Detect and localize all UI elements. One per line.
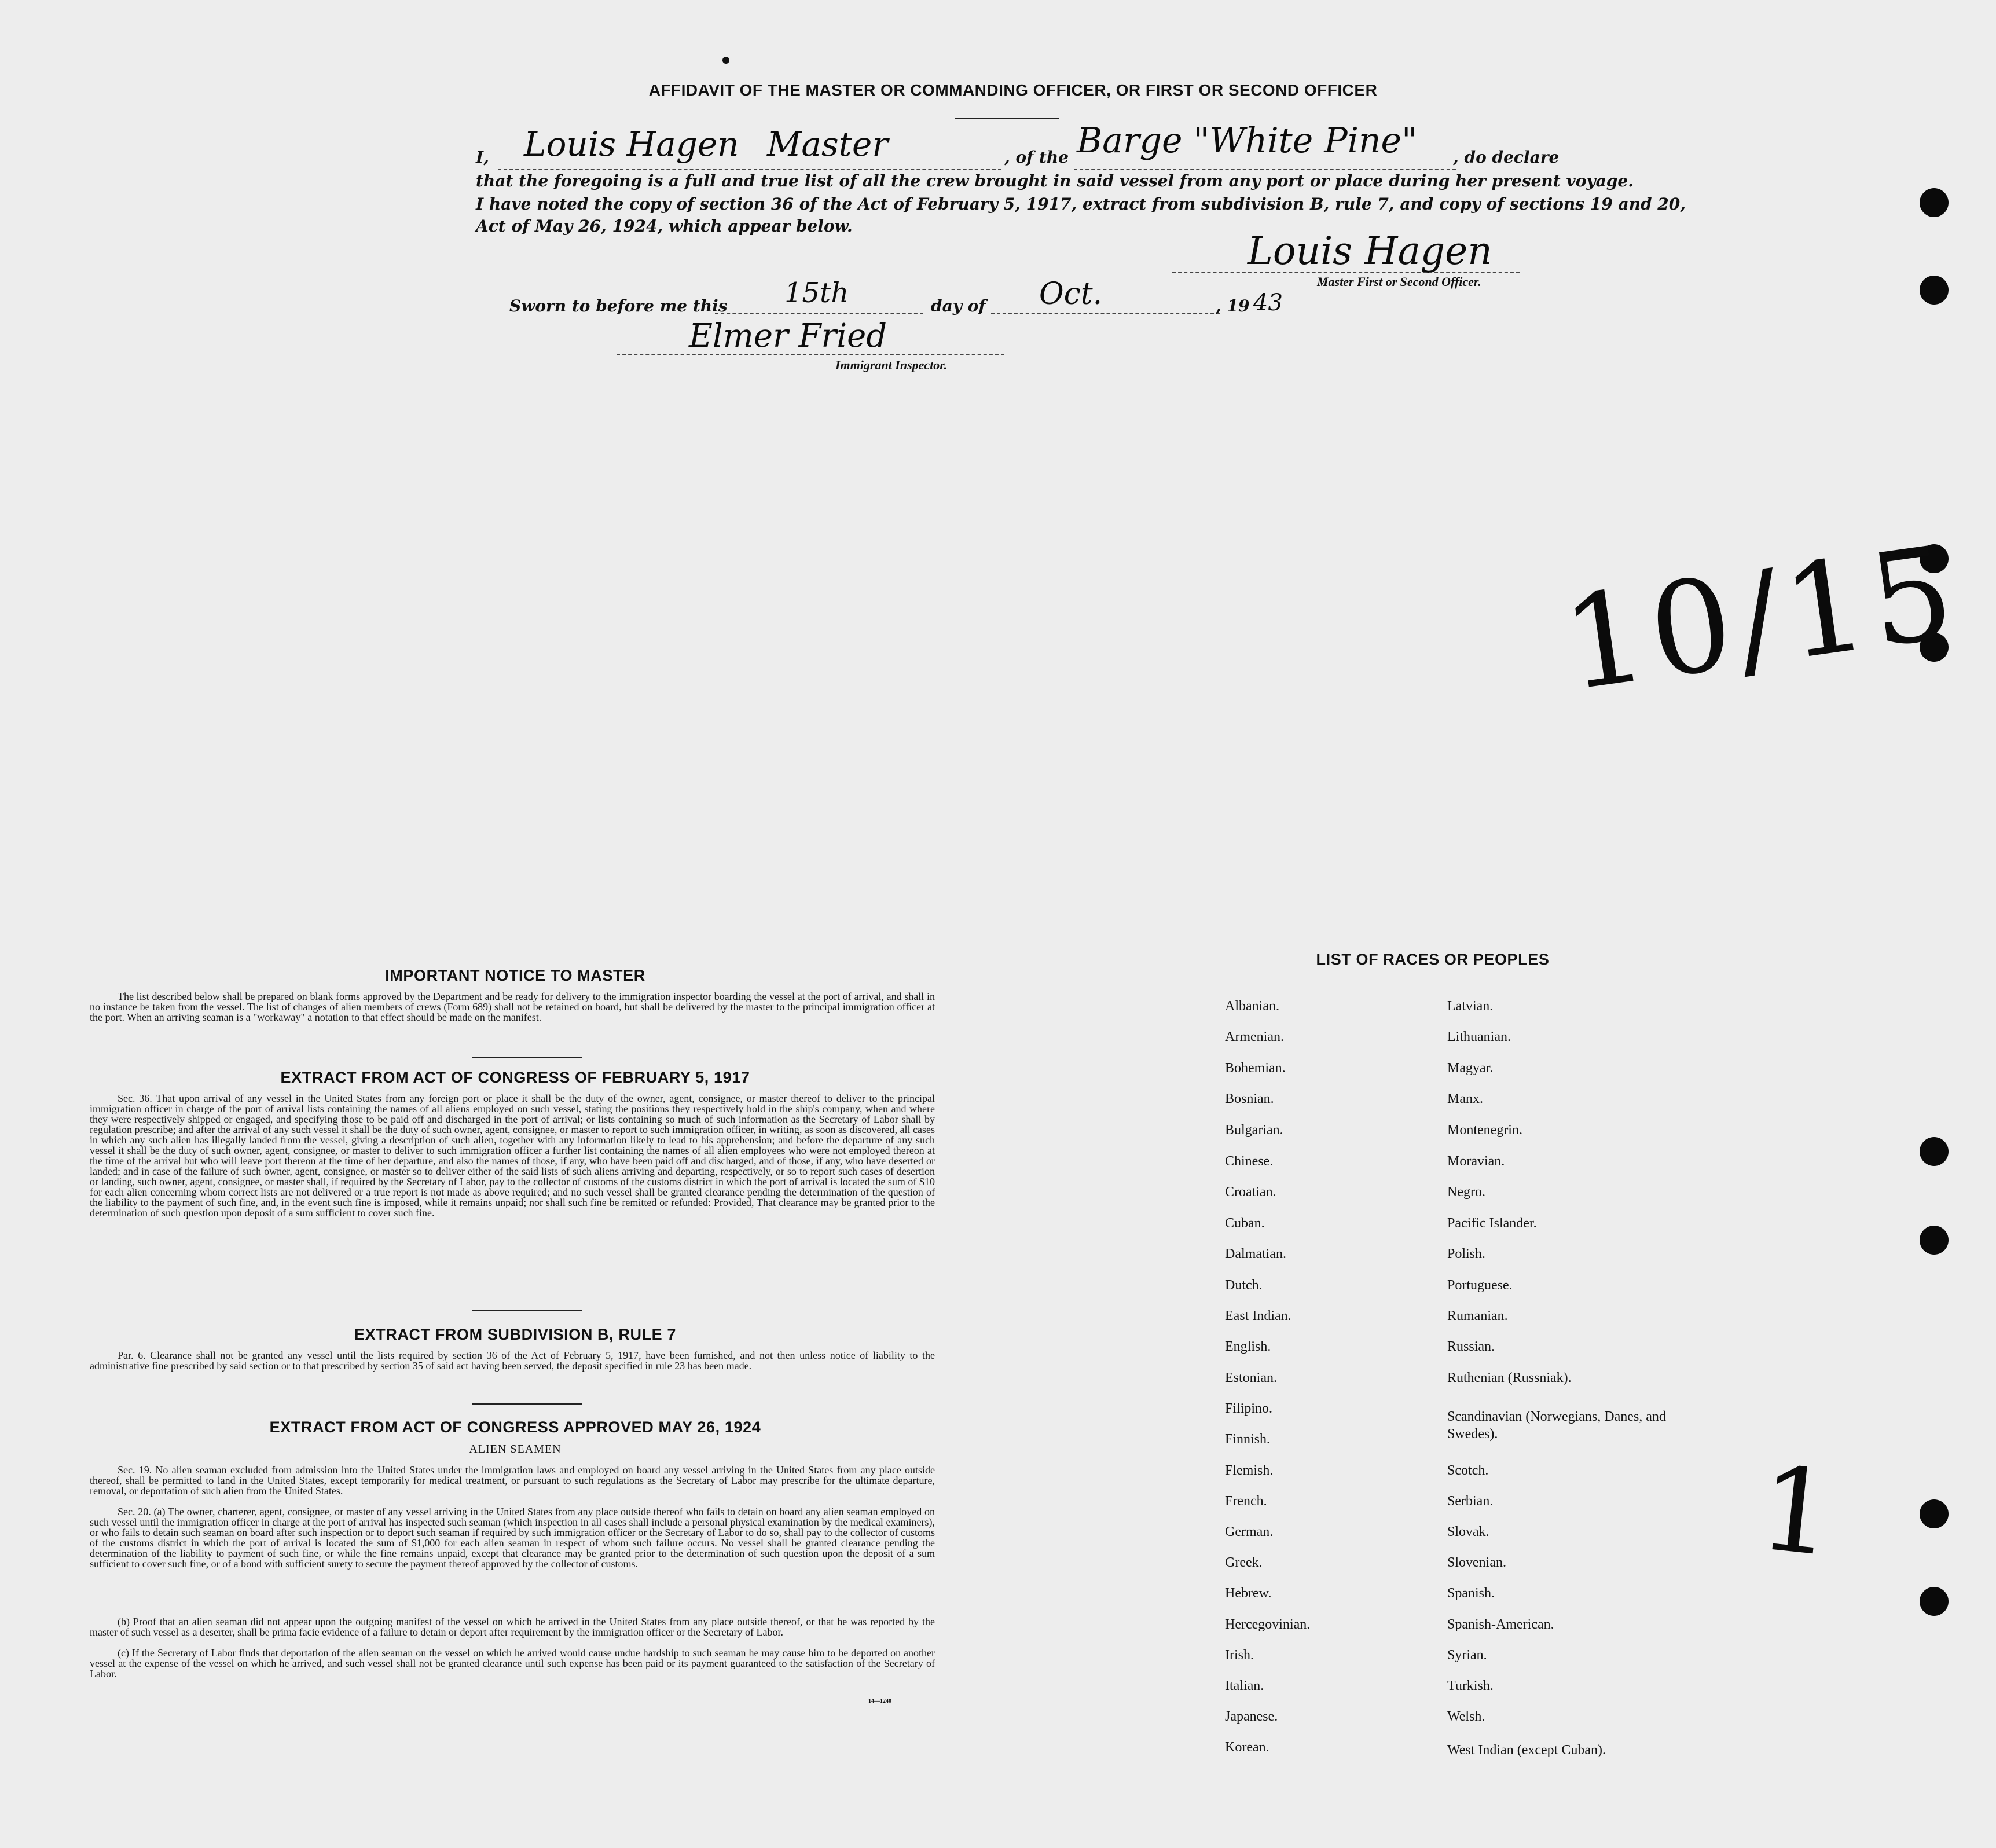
margin-count: 1: [1753, 1440, 1841, 1583]
extract-1917-title: EXTRACT FROM ACT OF CONGRESS OF FEBRUARY 5, 1917: [280, 1069, 750, 1086]
extract-1924-subtitle: ALIEN SEAMEN: [469, 1443, 562, 1455]
race-item: English.: [1225, 1339, 1271, 1354]
race-item: Scandinavian (Norwegians, Danes, and Swedes).: [1447, 1409, 1666, 1442]
race-item: Korean.: [1225, 1740, 1269, 1755]
affidavit-line-4: Act of May 26, 1924, which appear below.: [476, 217, 853, 236]
handwritten-name: Louis Hagen: [524, 124, 739, 164]
extract-1917-body: Sec. 36. That upon arrival of any vessel in the United States from any foreign port or place it shall be the duty of the owner, agent, consignee, or master thereof to deliver to the principal immigration officer in charge of the port of arrival lists containing the names of all aliens employed on such vessel, stating the positions they respectively hold in the ship's company, when and where they were respectively shipped or engaged, and specifying those to be paid off and discharged in the port of arrival; or lists containing so much of such information as the Secretary of Labor shall by regulation prescribe; and after the arrival of any such vessel it shall be the duty of such owner, agent, consignee, or master to report to such immigration officer, in writing, as soon as discovered, all cases in which any such alien has illegally landed from the vessel, giving a description of such alien, together with any information likely to lead to his apprehension; and before the departure of any such vessel it shall be the duty of such owner, agent, consignee, or master to deliver to such immigration officer a further list containing the names of all alien employees who were not employed thereon at the time of the arrival but who will leave port thereon at the time of her departure, and also the names of those, if any, who have been paid off and discharged, and of those, if any, who have deserted or landed; and in case of the failure of such owner, agent, consignee, or master so to deliver either of the said lists of such aliens arriving and departing, respectively, or so to report such cases of desertion or landing, such owner, agent, consignee, or master shall, if required by the Secretary of Labor, pay to the collector of customs of the customs district in which the port of arrival is located the sum of $10 for each alien concerning whom correct lists are not delivered or a true report is not made as above required; and no such vessel shall be granted clearance pending the determination of the question of the liability to the payment of such fine, and, in the event such fine is imposed, while it remains unpaid; nor shall such fine be remitted or refunded: Provided, That clearance may be granted prior to the determination of such question upon deposit of a sum sufficient to cover such fine.: [90, 1092, 935, 1219]
extract-1924-sec20c: (c) If the Secretary of Labor finds that deportation of the alien seaman on the vessel on which he arrived would cause undue hardship to such seaman he may cause him to be deported on another vessel at the expense of the vessel on which he arrived, and such vessel shall not be granted clearance until such expense has been paid or its payment guaranteed to the satisfaction of the Secretary of Labor.: [90, 1647, 935, 1680]
race-item: Filipino.: [1225, 1401, 1273, 1416]
section-divider: [472, 1310, 582, 1311]
race-item: Dutch.: [1225, 1278, 1263, 1293]
signature-line: [1172, 272, 1520, 273]
title-rule: [955, 118, 1059, 119]
race-item: German.: [1225, 1524, 1274, 1539]
race-item: Pacific Islander.: [1447, 1216, 1537, 1231]
name-fill-line: [498, 169, 1001, 170]
handwritten-role: Master: [767, 124, 889, 164]
form-number: 14—1240: [868, 1698, 891, 1704]
affidavit-line-2: that the foregoing is a full and true list of all the crew brought in said vessel from any port or place during her present voyage.: [476, 171, 1634, 190]
section-divider: [472, 1057, 582, 1058]
race-item: Turkish.: [1447, 1678, 1494, 1693]
signature-caption: Master First or Second Officer.: [1317, 274, 1481, 289]
handwritten-day: 15th: [784, 277, 849, 309]
race-item: West Indian (except Cuban).: [1447, 1743, 1606, 1758]
extract-rule7-title: EXTRACT FROM SUBDIVISION B, RULE 7: [354, 1326, 676, 1343]
day-fill-line: [715, 313, 923, 314]
sworn-day-of: day of: [931, 296, 986, 316]
notice-title: IMPORTANT NOTICE TO MASTER: [385, 967, 645, 984]
race-item: Lithuanian.: [1447, 1029, 1511, 1044]
race-item: Scotch.: [1447, 1463, 1489, 1478]
race-item: Bulgarian.: [1225, 1123, 1283, 1138]
race-item: Hercegovinian.: [1225, 1617, 1311, 1632]
race-item: East Indian.: [1225, 1308, 1291, 1323]
race-item: Dalmatian.: [1225, 1246, 1286, 1262]
race-item: Chinese.: [1225, 1154, 1274, 1169]
race-item: Polish.: [1447, 1246, 1486, 1262]
race-item: Slovenian.: [1447, 1555, 1506, 1570]
race-item: Manx.: [1447, 1091, 1483, 1106]
race-item: Armenian.: [1225, 1029, 1284, 1044]
race-item: Syrian.: [1447, 1648, 1487, 1663]
binder-hole: [1920, 188, 1949, 217]
race-item: Latvian.: [1447, 999, 1494, 1014]
affidavit-i: I,: [476, 148, 489, 167]
extract-1924-title: EXTRACT FROM ACT OF CONGRESS APPROVED MAY 26, 1924: [269, 1418, 761, 1436]
extract-1924-sec20b: (b) Proof that an alien seaman did not appear upon the outgoing manifest of the vessel on which he arrived in the United States from any place outside thereof, or that he was reported by the master of such vessel as a deserter, shall be prima facie evidence of a failure to detain or deport after requirement by the immigration officer or the Secretary of Labor.: [90, 1616, 935, 1638]
race-item: Magyar.: [1447, 1061, 1494, 1076]
race-item: Portuguese.: [1447, 1278, 1513, 1293]
races-title: LIST OF RACES OR PEOPLES: [1316, 951, 1550, 968]
race-item: Albanian.: [1225, 999, 1279, 1014]
race-item: Spanish-American.: [1447, 1617, 1554, 1632]
race-item: Spanish.: [1447, 1586, 1495, 1601]
race-item: Rumanian.: [1447, 1308, 1508, 1323]
race-item: Italian.: [1225, 1678, 1264, 1693]
race-item: Cuban.: [1225, 1216, 1265, 1231]
race-item: Bosnian.: [1225, 1091, 1274, 1106]
master-signature: Louis Hagen: [1248, 229, 1492, 273]
race-item: Finnish.: [1225, 1432, 1271, 1447]
affidavit-title: AFFIDAVIT OF THE MASTER OR COMMANDING OFFICER, OR FIRST OR SECOND OFFICER: [648, 81, 1378, 99]
month-fill-line: [991, 313, 1220, 314]
binder-hole: [1920, 1499, 1949, 1528]
inspector-signature: Elmer Fried: [689, 317, 887, 355]
section-divider: [472, 1403, 582, 1405]
handwritten-month: Oct.: [1039, 277, 1103, 311]
race-item: Serbian.: [1447, 1494, 1494, 1509]
race-item: Ruthenian (Russniak).: [1447, 1370, 1572, 1385]
race-item: Bohemian.: [1225, 1061, 1286, 1076]
inspector-line: [617, 354, 1004, 355]
race-item: Japanese.: [1225, 1709, 1278, 1724]
race-item: Montenegrin.: [1447, 1123, 1522, 1138]
race-item: Hebrew.: [1225, 1586, 1272, 1601]
sworn-year-prefix: , 19: [1216, 296, 1250, 316]
race-item: Greek.: [1225, 1555, 1263, 1570]
notice-body: The list described below shall be prepared on blank forms approved by the Department and be ready for delivery to the immigration inspector boarding the vessel at the port of arrival, and shall in no instance be taken from the vessel. The list of changes of alien members of crews (Form 689) shall not be retained on board, but shall be delivered by the master to the principal immigration officer at the port. When an arriving seaman is a "workaway" a notation to that effect should be made on the manifest.: [90, 991, 935, 1023]
race-item: Slovak.: [1447, 1524, 1489, 1539]
race-item: Flemish.: [1225, 1463, 1274, 1478]
affidavit-of-the: , of the: [1004, 148, 1069, 167]
race-item: Negro.: [1447, 1185, 1485, 1200]
vessel-fill-line: [1074, 169, 1456, 170]
sworn-prefix: Sworn to before me this: [509, 296, 728, 316]
extract-1924-sec20a: Sec. 20. (a) The owner, charterer, agent, consignee, or master of any vessel arriving in the United States from any place outside thereof who fails to detain on board any alien seaman employed on such vessel until the immigration officer in charge at the port of arrival has inspected such seaman (which inspection in all cases shall include a personal physical examination by the medical examiners), or who fails to detain such seaman on board after such inspection or to deport such seaman if required by such immigration officer or the Secretary of Labor to do so, shall pay to the collector of customs of the customs district in which the port of arrival is located the sum of $1,000 for each alien seaman in respect of whom such failure occurs. No vessel shall be granted clearance pending the determination of the liability to payment of such fine, or while the fine remains unpaid, except that clearance may be granted prior to the determination of such question upon the deposit of a sum sufficient to cover such fine, or of a bond with sufficient surety to secure the payment thereof approved by the collector of customs.: [90, 1506, 935, 1570]
ink-dot: [722, 57, 729, 64]
extract-1924-sec19: Sec. 19. No alien seaman excluded from admission into the United States under the immigration laws and employed on board any vessel arriving in the United States from any place outside thereof, shall be permitted to land in the United States, except temporarily for medical treatment, or pursuant to such regulations as the Secretary of Labor may prescribe for the ultimate departure, removal, or deportation of such alien from the United States.: [90, 1464, 935, 1497]
race-item: Estonian.: [1225, 1370, 1277, 1385]
affidavit-line-3: I have noted the copy of section 36 of the Act of February 5, 1917, extract from subdivision B, rule 7, and copy of sections 19 and 20,: [476, 195, 1686, 214]
inspector-caption: Immigrant Inspector.: [835, 358, 948, 372]
race-item: Moravian.: [1447, 1154, 1505, 1169]
binder-hole: [1920, 276, 1949, 305]
race-item: Irish.: [1225, 1648, 1254, 1663]
affidavit-declare: , do declare: [1453, 148, 1560, 167]
race-item: Croatian.: [1225, 1185, 1276, 1200]
margin-date: 10/15: [1554, 517, 1968, 720]
race-item: French.: [1225, 1494, 1267, 1509]
extract-rule7-body: Par. 6. Clearance shall not be granted any vessel until the lists required by section 36 of the Act of February 5, 1917, have been furnished, and not then unless notice of liability to the administrative fine prescribed by said section or to that prescribed by section 35 of said act having been served, the deposit specified in rule 23 has been made.: [90, 1350, 935, 1372]
binder-hole: [1920, 1587, 1949, 1616]
race-item: Russian.: [1447, 1339, 1495, 1354]
binder-hole: [1920, 1226, 1949, 1255]
binder-hole: [1920, 1137, 1949, 1166]
handwritten-year: 43: [1253, 289, 1283, 316]
race-item: Welsh.: [1447, 1709, 1485, 1724]
handwritten-vessel: Barge "White Pine": [1077, 120, 1418, 161]
